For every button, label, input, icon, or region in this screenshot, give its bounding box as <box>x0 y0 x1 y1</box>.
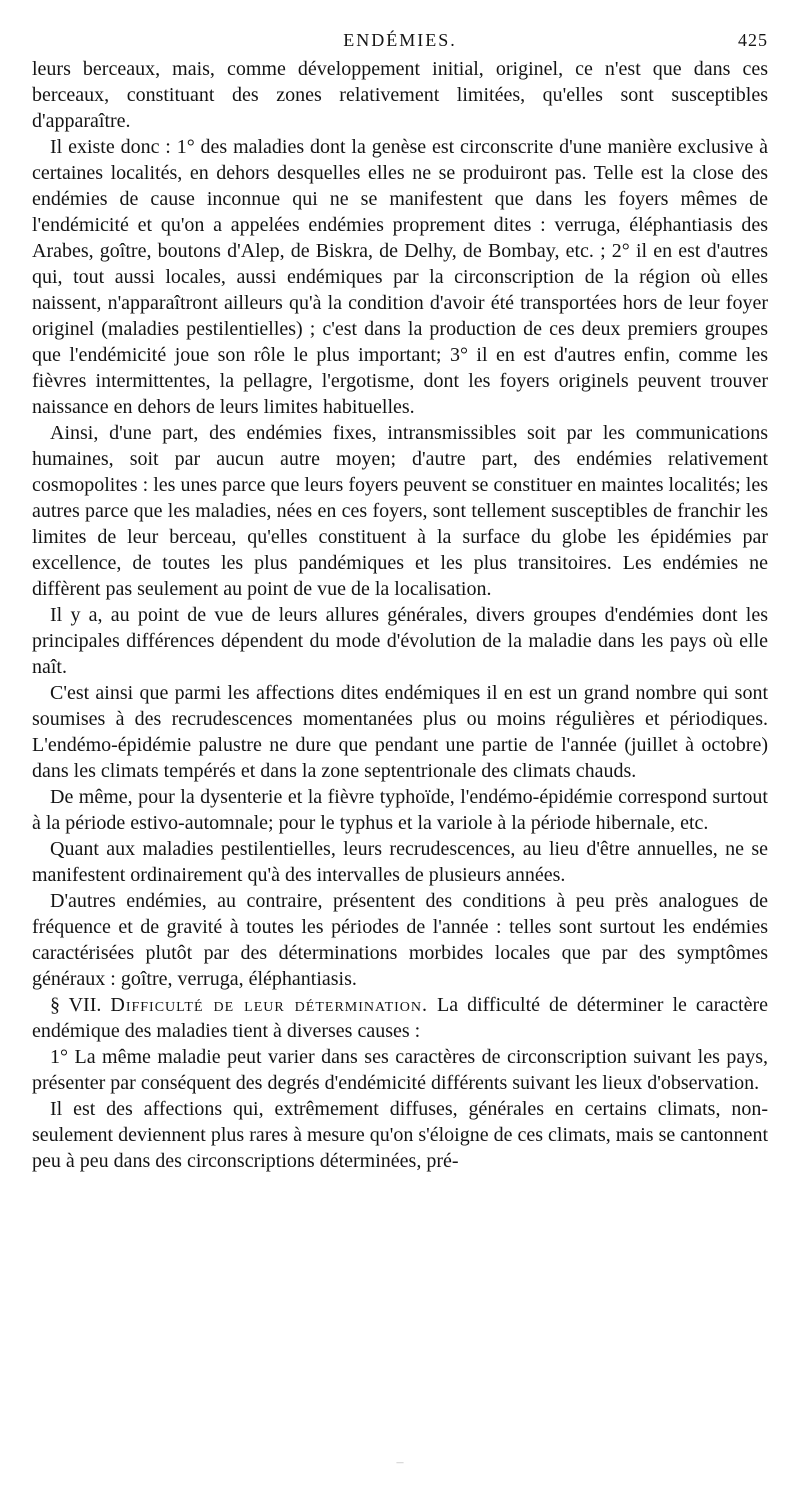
section-number: § VII. <box>50 994 102 1016</box>
paragraph-5: C'est ainsi que parmi les affections dites endémiques il en est un grand nombre qui sont soumises à des recrudescences momentanées plus ou moins régulières et périodiques. L'endémo-épidémie palustre ne dure que pendant une partie de l'année (juillet à octobre) dans les climats tempérés et dans la zone septentrionale des climats chauds. <box>32 682 768 782</box>
paragraph-4: Il y a, au point de vue de leurs allures générales, divers groupes d'endémies dont les principales différences dépendent du mode d'évolution de la maladie dans les pays où elle naît. <box>32 604 768 678</box>
paragraph-1: leurs berceaux, mais, comme développement initial, originel, ce n'est que dans ces berceaux, constituant des zones relativement limitées, qu'elles sont susceptibles d'apparaître. <box>32 58 768 132</box>
paragraph-8: D'autres endémies, au contraire, présentent des conditions à peu près analogues de fréquence et de gravité à toutes les périodes de l'année : telles sont surtout les endémies caractérisées plutôt par des déterminations morbides locales que par des symptômes généraux : goître, verruga, éléphantiasis. <box>32 890 768 990</box>
page-number: 425 <box>738 30 768 50</box>
paragraph-10: Il est des affections qui, extrêmement diffuses, générales en certains climats, non-seulement deviennent plus rares à mesure qu'on s'éloigne de ces climats, mais se cantonnent peu à peu dans des circonscriptions déterminées, pré- <box>32 1098 768 1172</box>
paragraph-2: Il existe donc : 1° des maladies dont la genèse est circonscrite d'une manière exclusive à certaines localités, en dehors desquelles elles ne se produiront pas. Telle est la close des endémies de cause inconnue qui ne se manifestent que dans les foyers mêmes de l'endémicité et qu'on a appelées endémies proprement dites : verruga, éléphantiasis des Arabes, goître, boutons d'Alep, de Biskra, de Delhy, de Bombay, etc. ; 2° il en est d'autres qui, tout aussi locales, aussi endémiques par la circonscription de la région où elles naissent, n'apparaîtront ailleurs qu'à la condition d'avoir été transportées hors de leur foyer originel (maladies pestilentielles) ; c'est dans la production de ces deux premiers groupes que l'endémicité joue son rôle le plus important; 3° il en est d'autres enfin, comme les fièvres intermittentes, la pellagre, l'ergotisme, dont les foyers originels peuvent trouver naissance en dehors de leurs limites habituelles. <box>32 136 768 418</box>
section-title: Difficulté de leur détermination. <box>110 994 429 1016</box>
book-page <box>32 30 768 1174</box>
page-header <box>32 30 768 56</box>
paragraph-7: Quant aux maladies pestilentielles, leurs recrudescences, au lieu d'être annuelles, ne se manifestent ordinairement qu'à des intervalles de plusieurs années. <box>32 838 768 886</box>
paragraph-9: 1° La même maladie peut varier dans ses caractères de circonscription suivant les pays, présenter par conséquent des degrés d'endémicité différents suivant les lieux d'observation. <box>32 1046 768 1094</box>
section-paragraph <box>32 992 768 1044</box>
body-text <box>32 56 768 1174</box>
paragraph-3: Ainsi, d'une part, des endémies fixes, intransmissibles soit par les communications humaines, soit par aucun autre moyen; d'autre part, des endémies relativement cosmopolites : les unes parce que leurs foyers peuvent se constituer en maintes localités; les autres parce que les maladies, nées en ces foyers, sont tellement susceptibles de franchir les limites de leur berceau, qu'elles constituent à la surface du globe les épidémies par excellence, de toutes les plus pandémiques et les plus transitoires. Les endémies ne diffèrent pas seulement au point de vue de la localisation. <box>32 422 768 600</box>
running-title: ENDÉMIES. <box>343 30 457 50</box>
paragraph-6: De même, pour la dysenterie et la fièvre typhoïde, l'endémo-épidémie correspond surtout à la période estivo-automnale; pour le typhus et la variole à la période hibernale, etc. <box>32 786 768 834</box>
footer-mark: – <box>396 1455 404 1470</box>
section-text: La difficulté de déterminer le caractère endémique des maladies tient à diverses causes : <box>32 994 769 1042</box>
